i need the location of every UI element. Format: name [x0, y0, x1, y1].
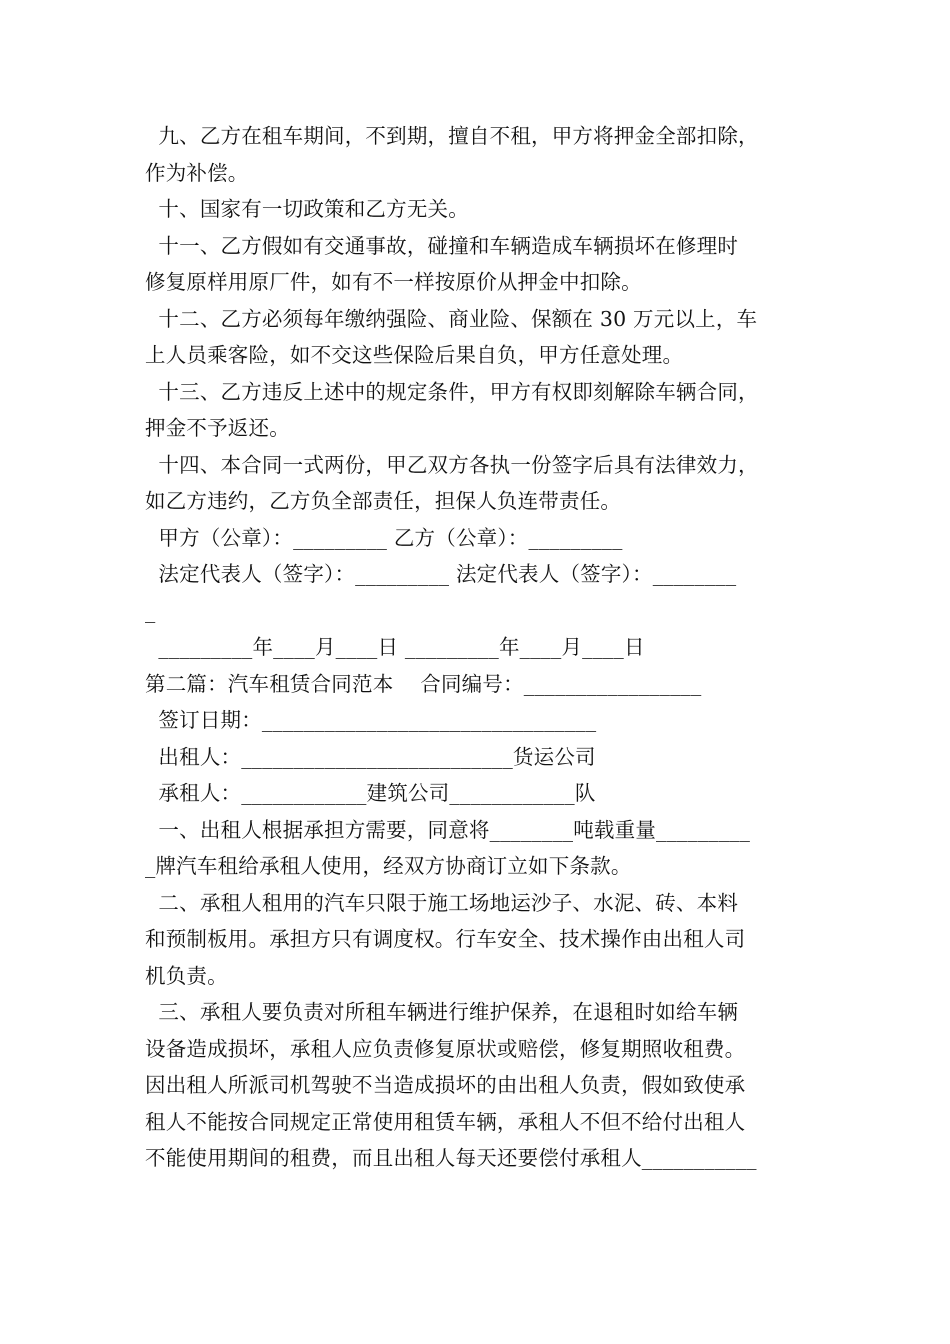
clause-11-line-1: 十一、乙方假如有交通事故，碰撞和车辆造成车辆损坏在修理时	[145, 233, 739, 258]
lessor-line: 出租人：__________________________货运公司	[145, 744, 596, 769]
clause-14-line-1: 十四、本合同一式两份，甲乙双方各执一份签字后具有法律效力，	[145, 452, 759, 477]
date-line: _________年____月____日 _________年____月____日	[145, 635, 645, 659]
article-3-line-5: 不能使用期间的租费，而且出租人每天还要偿付承租人___________	[145, 1146, 757, 1170]
section-two-heading: 第二篇：汽车租赁合同范本 合同编号：_________________	[145, 671, 702, 696]
clause-9-line-2: 作为补偿。	[145, 160, 249, 185]
clause-12-line-1: 十二、乙方必须每年缴纳强险、商业险、保额在 30 万元以上，车	[145, 306, 758, 331]
document-page	[145, 118, 809, 1177]
clause-11-line-2: 修复原样用原厂件，如有不一样按原价从押金中扣除。	[145, 270, 642, 294]
clause-13-line-1: 十三、乙方违反上述中的规定条件，甲方有权即刻解除车辆合同，	[145, 379, 759, 404]
article-2-line-1: 二、承租人租用的汽车只限于施工场地运沙子、水泥、砖、本料	[145, 890, 739, 915]
clause-9-line-1: 九、乙方在租车期间，不到期，擅自不租，甲方将押金全部扣除，	[145, 124, 759, 148]
clause-12-line-2: 上人员乘客险，如不交这些保险后果自负，甲方任意处理。	[145, 343, 684, 367]
article-2-line-3: 机负责。	[145, 963, 228, 988]
party-seal-line: 甲方（公章）：_________ 乙方（公章）：_________	[145, 525, 623, 550]
article-3-line-3: 因出租人所派司机驾驶不当造成损坏的由出租人负责，假如致使承	[145, 1073, 746, 1097]
article-2-line-2: 和预制板用。承担方只有调度权。行车安全、技术操作由出租人司	[145, 927, 746, 951]
lessee-line: 承租人：____________建筑公司____________队	[145, 781, 596, 805]
legal-rep-signature-line: 法定代表人（签字）：_________ 法定代表人（签字）：________	[145, 562, 737, 586]
article-3-line-1: 三、承租人要负责对所租车辆进行维护保养，在退租时如给车辆	[145, 1000, 739, 1024]
article-3-line-2: 设备造成损坏，承租人应负责修复原状或赔偿，修复期照收租费。	[145, 1036, 746, 1061]
article-1-line-1: 一、出租人根据承担方需要，同意将________吨载重量_________	[145, 817, 751, 842]
article-1-line-2: _牌汽车租给承租人使用，经双方协商订立如下条款。	[145, 854, 632, 878]
signing-date-line: 签订日期：________________________________	[145, 708, 597, 732]
clause-14-line-2: 如乙方违约，乙方负全部责任，担保人负连带责任。	[145, 489, 622, 513]
legal-rep-signature-overflow: _	[145, 598, 156, 623]
clause-13-line-2: 押金不予返还。	[145, 416, 290, 440]
clause-10: 十、国家有一切政策和乙方无关。	[145, 197, 469, 221]
article-3-line-4: 租人不能按合同规定正常使用租赁车辆，承租人不但不给付出租人	[145, 1109, 746, 1134]
